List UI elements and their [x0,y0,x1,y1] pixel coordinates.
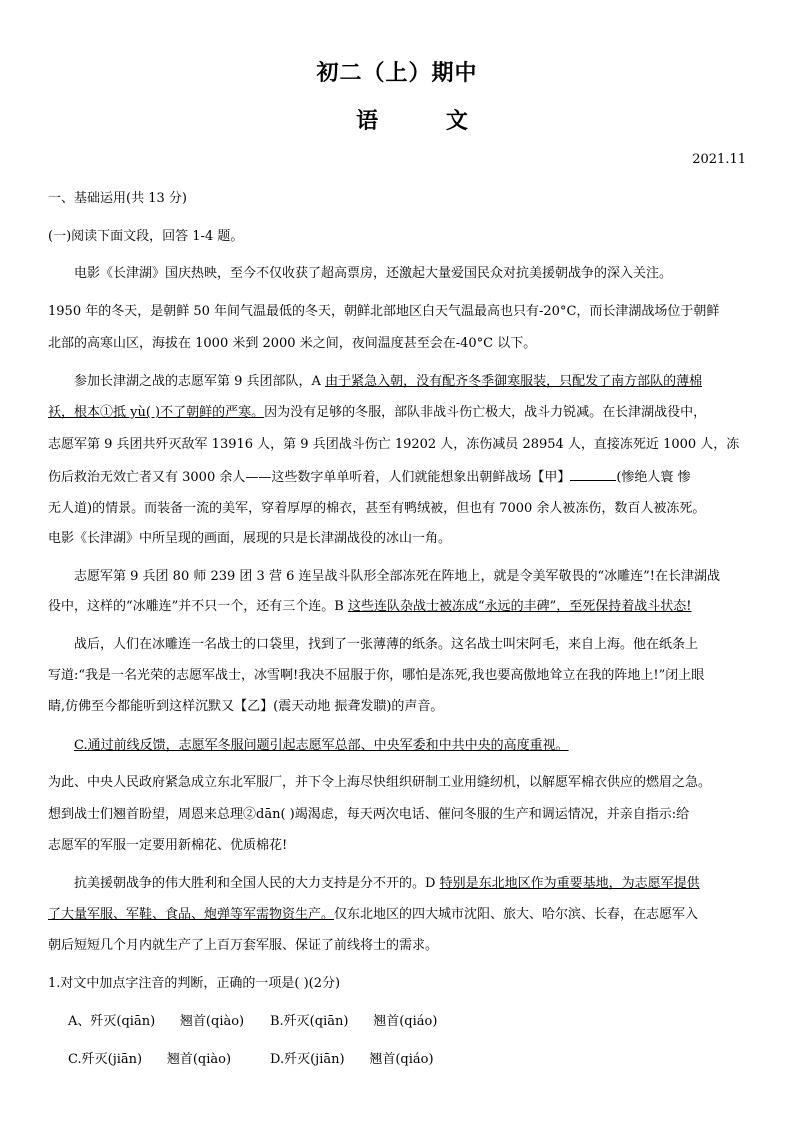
paragraph-7-line-2: 想到战士们翘首盼望，周恩来总理②dān( )竭渴虑，每天两次电话、催问冬服的生产和调运情况，并亲自指示:给 [48,807,690,822]
paragraph-4-line-2 [48,598,746,616]
text-segment: 因为没有足够的冬服，部队非战斗伤亡极大，战斗力锐减。在长津湖战役中， [264,405,707,420]
text-segment: 抗美援朝战争的伟大胜利和全国人民的大力支持是分不开的。D [74,876,440,891]
text-segment: 参加长津湖之战的志愿军第 9 兵团部队，A [74,374,326,389]
exam-date: 2021.11 [692,152,746,167]
paragraph-1: 电影《长津湖》国庆热映，至今不仅收获了超高票房，还激起大量爱国民众对抗美援朝战争的深入关注。 [74,266,673,281]
paragraph-7-line-3: 志愿军的军服一定要用新棉花、优质棉花! [48,838,288,853]
subject-title: 语 文 [356,109,498,134]
underlined-sentence-b: 这些连队杂战士被冻成“永远的丰碑”，至死保持着战斗状态! [347,599,692,614]
text-segment: 伤后救治无效亡者又有 3000 余人——这些数字单单听着，人们就能想象出朝鲜战场【甲】 [48,470,571,485]
text-segment: 仅东北地区的四大城市沈阳、旅大、哈尔滨、长春，在志愿军入 [334,907,699,922]
reading-instruction: (一)阅读下面文段，回答 1-4 题。 [48,229,244,244]
text-segment: (惨绝人寰 惨 [616,470,691,485]
paragraph-2-line-2: 北部的高寒山区，海拔在 1000 米到 2000 米之间，夜间温度甚至会在-40°C 以下。 [48,336,537,351]
paragraph-7-line-1: 为此、中央人民政府紧急成立东北军服厂，并下令上海尽快组织研制工业用缝纫机，以解愿军棉衣供应的燃眉之急。 [48,775,712,790]
paragraph-3-line-4 [48,468,746,487]
paragraph-3-line-3: 志愿军第 9 兵团共歼灭敌军 13916 人，第 9 兵团战斗伤亡 19202 人，冻伤减员 28954 人，直接冻死近 1000 人，冻 [48,437,740,452]
paragraph-5-line-3: 睛,仿佛至今都能听到这样沉默又【乙】(震天动地 振聋发聩)的声音。 [48,699,444,714]
fill-blank-jia[interactable] [570,468,616,481]
paragraph-8-line-1 [48,875,772,893]
paragraph-3-line-2 [48,404,746,422]
paragraph-3-line-1 [48,373,772,391]
underlined-sentence-c: C.通过前线反馈，志愿军冬服问题引起志愿军总部、中央军委和中共中央的高度重视。 [74,738,569,753]
paragraph-5-line-1: 战后，人们在冰雕连一名战士的口袋里，找到了一张薄薄的纸条。这名战士叫宋阿毛，来自上海。他在纸条上 [74,637,699,652]
text-segment: 役中，这样的“冰雕连”并不只一个，还有三个连。B [48,599,348,614]
underlined-sentence-d: 特别是东北地区作为重要基地，为志愿军提供 [439,876,700,891]
section-heading: 一、基础运用(共 13 分) [48,191,187,206]
paragraph-3-line-5: 无人道)的情景。而装备一流的美军，穿着厚厚的棉衣，甚至有鸭绒被，但也有 7000 余人被冻伤，数百人被冻死。 [48,501,706,516]
question-1-option-b[interactable]: B.歼灭(qiān) 翘首(qiáo) [270,1014,438,1029]
paragraph-8-line-3: 朝后短短几个月内就生产了上百万套军服、保证了前线将士的需求。 [48,938,439,953]
underlined-sentence-a-end: 袄，根本①抵 yù( )不了朝鲜的严寒。 [48,405,265,420]
paragraph-4-line-1: 志愿军第 9 兵团 80 师 239 团 3 营 6 连呈战斗队形全部冻死在阵地上，就是令美军敬畏的“冰雕连”!在长津湖战 [74,569,721,584]
paragraph-3-line-6: 电影《长津湖》中所呈现的画面，展现的只是长津湖战役的冰山一角。 [48,531,452,546]
question-1-option-c[interactable]: C.歼灭(jiān) 翘首(qiào) [68,1052,232,1067]
underlined-sentence-d-end: 了大量军服、军鞋、食品、炮弹等军需物资生产。 [48,907,335,922]
question-1-stem: 1.对文中加点字注音的判断，正确的一项是( )(2分) [48,976,341,991]
question-1-option-d[interactable]: D.歼灭(jiān) 翘首(qiáo) [270,1052,434,1067]
paragraph-5-line-2: 写道:“我是一名光荣的志愿军战士，冰雪啊!我决不屈服于你，哪怕是冻死,我也要高傲地耸立在我的阵地上!”闭上眼 [48,668,705,683]
paragraph-8-line-2 [48,906,746,924]
underlined-sentence-a: 由于紧急入朝，没有配齐冬季御寒服装，只配发了南方部队的薄棉 [325,374,703,389]
question-1-option-a[interactable]: A、歼灭(qiān) 翘首(qiào) [68,1014,245,1029]
paragraph-2-line-1: 1950 年的冬天，是朝鲜 50 年间气温最低的冬天，朝鲜北部地区白天气温最高也只有-20°C，而长津湖战场位于朝鲜 [48,304,720,319]
page-title: 初二（上）期中 [316,61,478,86]
